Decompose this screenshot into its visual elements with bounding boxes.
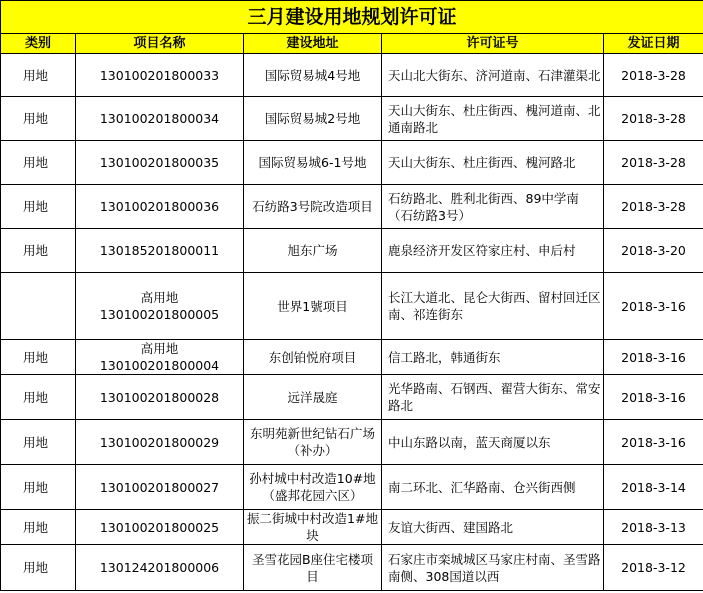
cell-project: 130100201800034	[76, 97, 244, 141]
cell-type: 用地	[1, 375, 76, 420]
cell-date: 2018-3-20	[604, 229, 703, 273]
cell-type: 用地	[1, 229, 76, 273]
cell-permit: 南二环北、汇华路南、仓兴街西侧	[382, 465, 604, 510]
cell-permit: 光华路南、石钢西、翟营大街东、常安路北	[382, 375, 604, 420]
cell-project: 130185201800011	[76, 229, 244, 273]
cell-permit: 石家庄市栾城城区马家庄村南、圣雪路南侧、308国道以西	[382, 545, 604, 591]
column-header-address: 建设地址	[244, 34, 382, 54]
cell-date: 2018-3-28	[604, 141, 703, 185]
cell-address: 石纺路3号院改造项目	[244, 185, 382, 229]
cell-project: 130100201800025	[76, 510, 244, 545]
cell-address: 东创铂悦府项目	[244, 340, 382, 375]
cell-address: 振二街城中村改造1#地块	[244, 510, 382, 545]
page-title: 三月建设用地规划许可证	[1, 1, 703, 34]
table-row	[1, 54, 703, 97]
cell-address: 远洋晟庭	[244, 375, 382, 420]
cell-permit: 天山大街东、杜庄街西、槐河道南、北通南路北	[382, 97, 604, 141]
cell-permit: 信工路北，韩通街东	[382, 340, 604, 375]
cell-date: 2018-3-16	[604, 340, 703, 375]
table-body	[1, 54, 703, 591]
cell-type: 用地	[1, 185, 76, 229]
table-row	[1, 545, 703, 591]
title-row	[1, 1, 703, 34]
table-row	[1, 273, 703, 340]
table-row	[1, 510, 703, 545]
table-row	[1, 375, 703, 420]
cell-permit: 鹿泉经济开发区符家庄村、申后村	[382, 229, 604, 273]
cell-date: 2018-3-13	[604, 510, 703, 545]
cell-address: 世界1號项目	[244, 273, 382, 340]
cell-project: 130100201800027	[76, 465, 244, 510]
table-row	[1, 465, 703, 510]
cell-permit: 天山大街东、杜庄街西、槐河路北	[382, 141, 604, 185]
cell-date: 2018-3-16	[604, 420, 703, 465]
cell-project: 高用地 130100201800005	[76, 273, 244, 340]
cell-project: 高用地 130100201800004	[76, 340, 244, 375]
cell-type: 用地	[1, 141, 76, 185]
column-header-permit: 许可证号	[382, 34, 604, 54]
cell-date: 2018-3-16	[604, 375, 703, 420]
table-row	[1, 141, 703, 185]
cell-type: 用地	[1, 510, 76, 545]
cell-date: 2018-3-28	[604, 54, 703, 97]
column-header-project: 项目名称	[76, 34, 244, 54]
cell-permit: 天山北大街东、济河道南、石津灌渠北	[382, 54, 604, 97]
cell-permit: 石纺路北、胜利北街西、89中学南（石纺路3号）	[382, 185, 604, 229]
cell-type: 用地	[1, 340, 76, 375]
cell-address: 东明苑新世纪钻石广场（补办）	[244, 420, 382, 465]
cell-project: 130124201800006	[76, 545, 244, 591]
cell-address: 国际贸易城4号地	[244, 54, 382, 97]
cell-address: 国际贸易城2号地	[244, 97, 382, 141]
cell-type: 用地	[1, 420, 76, 465]
cell-project: 130100201800036	[76, 185, 244, 229]
column-header-date: 发证日期	[604, 34, 703, 54]
cell-project: 130100201800028	[76, 375, 244, 420]
cell-permit: 长江大道北、昆仑大街西、留村回迁区南、祁连街东	[382, 273, 604, 340]
cell-address: 孙村城中村改造10#地（盛邦花园六区）	[244, 465, 382, 510]
cell-date: 2018-3-28	[604, 185, 703, 229]
cell-type: 用地	[1, 545, 76, 591]
cell-permit: 中山东路以南，蓝天商厦以东	[382, 420, 604, 465]
cell-address: 旭东广场	[244, 229, 382, 273]
cell-date: 2018-3-12	[604, 545, 703, 591]
table-row	[1, 420, 703, 465]
cell-type: 用地	[1, 54, 76, 97]
table-row	[1, 185, 703, 229]
table-row	[1, 97, 703, 141]
cell-address: 圣雪花园B座住宅楼项目	[244, 545, 382, 591]
cell-type: 用地	[1, 465, 76, 510]
header-row	[1, 34, 703, 54]
cell-date: 2018-3-14	[604, 465, 703, 510]
cell-type: 用地	[1, 97, 76, 141]
cell-project: 130100201800033	[76, 54, 244, 97]
cell-address: 国际贸易城6-1号地	[244, 141, 382, 185]
cell-date: 2018-3-16	[604, 273, 703, 340]
table-row	[1, 340, 703, 375]
table-row	[1, 229, 703, 273]
cell-date: 2018-3-28	[604, 97, 703, 141]
cell-type	[1, 273, 76, 340]
cell-project: 130100201800029	[76, 420, 244, 465]
cell-permit: 友谊大街西、建国路北	[382, 510, 604, 545]
cell-project: 130100201800035	[76, 141, 244, 185]
column-header-type: 类别	[1, 34, 76, 54]
